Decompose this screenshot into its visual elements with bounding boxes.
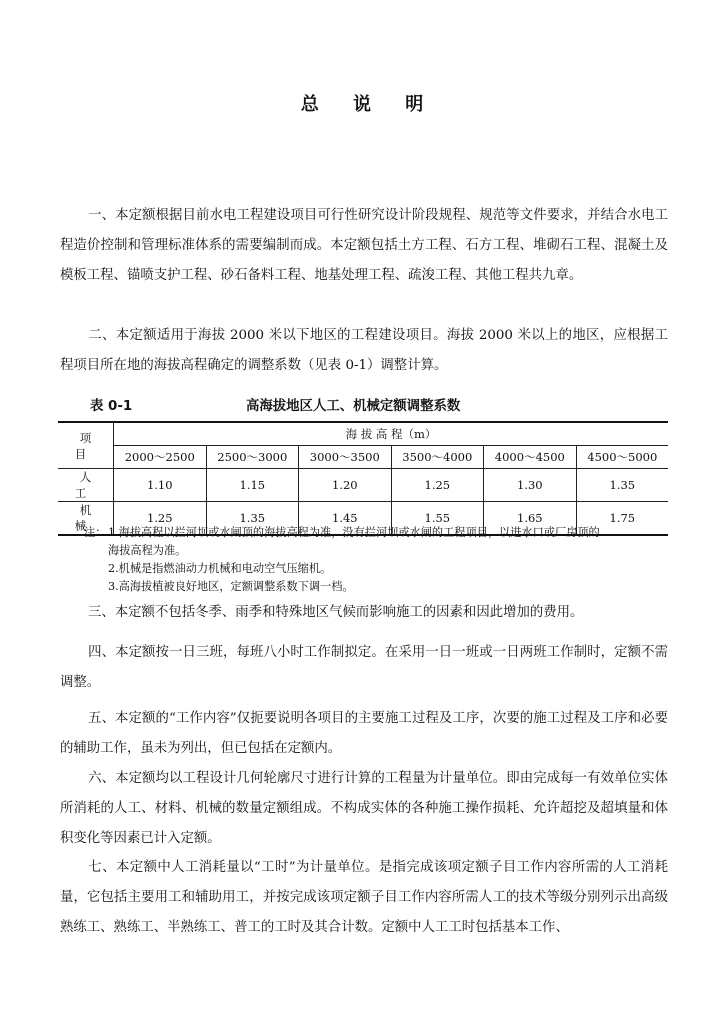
row-label: 机 械 xyxy=(58,502,114,536)
column-header: 4500～5000 xyxy=(576,446,668,469)
table-cell: 1.45 xyxy=(299,502,392,536)
column-header: 2500～3000 xyxy=(206,446,299,469)
table-notes xyxy=(84,524,670,596)
note-text: 3.高海拔植被良好地区，定额调整系数下调一档。 xyxy=(108,580,354,593)
altitude-group-header: 海 拔 高 程（m） xyxy=(114,422,669,446)
paragraph-1 xyxy=(60,201,668,291)
note-item xyxy=(84,524,670,542)
paragraph-4-text: 四、本定额按一日三班，每班八小时工作制拟定。在采用一日一班或一日两班工作制时，定额不需调整。 xyxy=(60,645,668,690)
column-header: 3500～4000 xyxy=(391,446,484,469)
table-cell: 1.25 xyxy=(114,502,207,536)
table-cell: 1.20 xyxy=(299,469,392,502)
note-item xyxy=(90,542,670,560)
paragraph-6-text: 六、本定额均以工程设计几何轮廓尺寸进行计算的工程量为计量单位。即由完成每一有效单位实体所消耗的人工、材料、机械的数量定额组成。不构成实体的各种施工操作损耗、允许超挖及超填量和体积变化等因素已计入定额。 xyxy=(60,771,668,846)
table-title: 高海拔地区人工、机械定额调整系数 xyxy=(246,399,461,414)
table-cell: 1.55 xyxy=(391,502,484,536)
note-label: 注： xyxy=(84,526,107,539)
paragraph-4 xyxy=(60,638,668,698)
paragraph-2-text: 二、本定额适用于海拔 2000 米以下地区的工程建设项目。海拔 2000 米以上的地区，应根据工程项目所在地的海拔高程确定的调整系数（见表 0-1）调整计算。 xyxy=(60,328,668,373)
altitude-coefficient-table xyxy=(58,421,668,536)
table-number: 表 0-1 xyxy=(90,399,133,414)
table-cell: 1.35 xyxy=(206,502,299,536)
column-header: 4000～4500 xyxy=(484,446,577,469)
table-cell: 1.15 xyxy=(206,469,299,502)
row-label: 人 工 xyxy=(58,469,114,502)
page-title: 总 说 明 xyxy=(300,94,438,115)
table-row xyxy=(58,469,668,502)
table-header-row xyxy=(58,422,668,446)
column-header: 3000～3500 xyxy=(299,446,392,469)
column-header: 2000～2500 xyxy=(114,446,207,469)
table-cell: 1.25 xyxy=(391,469,484,502)
paragraph-6 xyxy=(60,764,668,854)
paragraph-1-text: 一、本定额根据目前水电工程建设项目可行性研究设计阶段规程、规范等文件要求，并结合水电工程造价控制和管理标准体系的需要编制而成。本定额包括土方工程、石方工程、堆砌石工程、混凝土及模板工程、锚喷支护工程、砂石备料工程、地基处理工程、疏浚工程、其他工程共九章。 xyxy=(60,208,668,283)
paragraph-5-text: 五、本定额的“工作内容”仅扼要说明各项目的主要施工过程及工序，次要的施工过程及工序和必要的辅助工作，虽未为列出，但已包括在定额内。 xyxy=(60,711,668,756)
table-column-row xyxy=(58,446,668,469)
note-item xyxy=(90,578,670,596)
note-text: 1.海拔高程以拦河坝或水闸顶的海拔高程为准，没有拦河坝或水闸的工程项目，以进水口或厂房顶的 xyxy=(108,526,600,539)
paragraph-7 xyxy=(60,853,668,943)
paragraph-3 xyxy=(60,598,668,628)
table-cell: 1.65 xyxy=(484,502,577,536)
table-cell: 1.30 xyxy=(484,469,577,502)
paragraph-5 xyxy=(60,704,668,764)
table-cell: 1.75 xyxy=(576,502,668,536)
table-cell: 1.35 xyxy=(576,469,668,502)
note-item xyxy=(90,560,670,578)
note-text: 2.机械是指燃油动力机械和电动空气压缩机。 xyxy=(108,562,332,575)
paragraph-3-text: 三、本定额不包括冬季、雨季和特殊地区气候而影响施工的因素和因此增加的费用。 xyxy=(88,605,584,620)
item-header: 项 目 xyxy=(58,422,114,469)
table-cell: 1.10 xyxy=(114,469,207,502)
paragraph-7-text: 七、本定额中人工消耗量以“工时”为计量单位。是指完成该项定额子目工作内容所需的人工消耗量，它包括主要用工和辅助用工，并按完成该项定额子目工作内容所需人工的技术等级分别列示出高级熟练工、熟练工、半熟练工、普工的工时及其合计数。定额中人工工时包括基本工作、 xyxy=(60,860,668,935)
note-text: 海拔高程为准。 xyxy=(108,544,187,557)
paragraph-2 xyxy=(60,321,668,381)
